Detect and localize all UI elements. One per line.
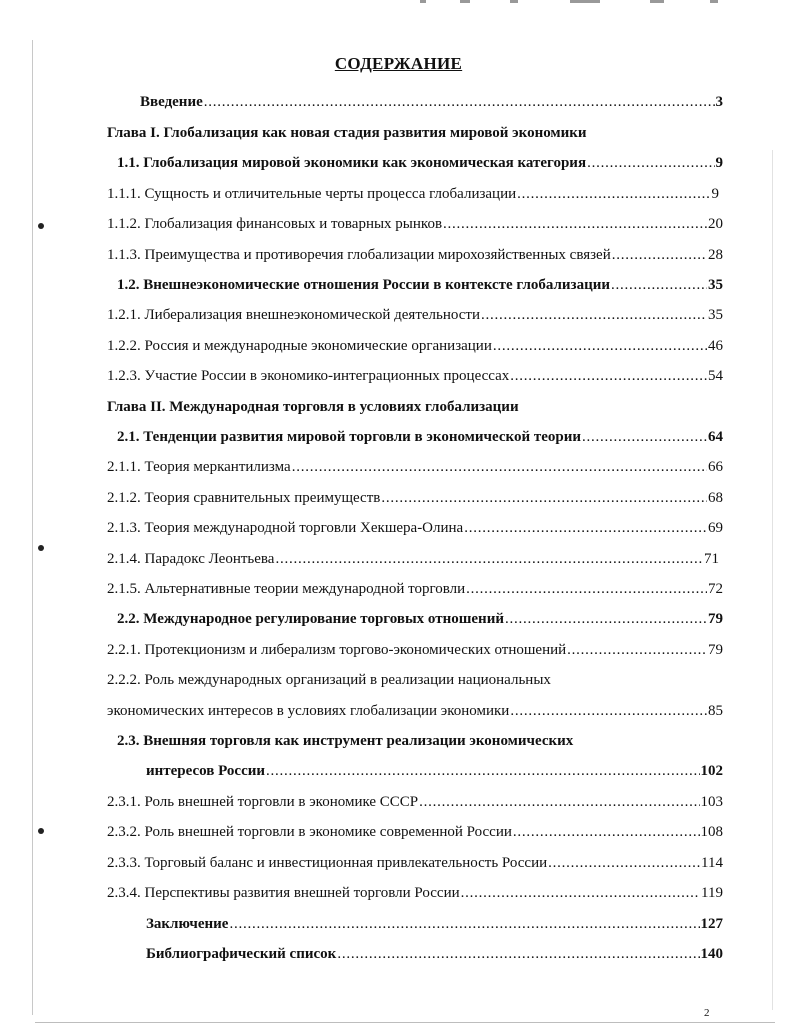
toc-entry-label: 1.1.2. Глобализация финансовых и товарных рынков (107, 216, 443, 232)
toc-entry-2-2-2[interactable] (107, 672, 723, 694)
toc-entry-2-1[interactable] (117, 429, 723, 451)
toc-entry-2-3-4[interactable] (107, 885, 723, 907)
toc-entry-label: 2.1.4. Парадокс Леонтьева (107, 551, 275, 567)
toc-entry-page: 9 (711, 186, 719, 202)
toc-entry-label: экономических интересов в условиях глобализации экономики (107, 703, 510, 719)
toc-entry-label: 2.1.5. Альтернативные теории международной торговли (107, 581, 466, 597)
toc-entry-page: 103 (700, 794, 723, 810)
toc-entry-label: 2.1. Тенденции развития мировой торговли в экономической теории (117, 429, 581, 445)
toc-entry-page: 35 (708, 277, 723, 293)
toc-entry-label: 1.1. Глобализация мировой экономики как экономическая категория (117, 155, 587, 171)
scan-edge-right (772, 150, 773, 1010)
scan-edge-bottom (35, 1022, 775, 1023)
toc-entry-introduction[interactable] (140, 94, 723, 116)
toc-entry-page: 79 (708, 611, 723, 627)
toc-entry-page: 102 (700, 763, 723, 779)
toc-entry-label: 2.3.1. Роль внешней торговли в экономике СССР (107, 794, 419, 810)
toc-entry-page: 35 (708, 307, 723, 323)
toc-chapter-2[interactable] (107, 399, 723, 421)
toc-entry-label: Заключение (146, 916, 229, 932)
scan-top-marks (420, 0, 720, 6)
toc-entry-label: 2.3.2. Роль внешней торговли в экономике современной России (107, 824, 512, 840)
toc-entry-label: Введение (140, 94, 203, 110)
scan-edge-left (32, 40, 33, 1015)
toc-entry-label: 2.3. Внешняя торговля как инструмент реализации экономических (117, 733, 574, 749)
toc-entry-page: 69 (708, 520, 723, 536)
toc-entry-2-3[interactable] (117, 733, 723, 755)
toc-entry-label: интересов России (146, 763, 266, 779)
toc-entry-bibliography[interactable] (146, 946, 723, 968)
toc-entry-label: 2.2.1. Протекционизм и либерализм торгово-экономических отношений (107, 642, 567, 658)
toc-entry-page: 66 (708, 459, 723, 475)
toc-chapter-1[interactable] (107, 125, 727, 147)
document-title: СОДЕРЖАНИЕ (334, 54, 463, 73)
toc-entry-1-2-2[interactable] (107, 338, 723, 360)
binder-hole-dot (38, 545, 44, 551)
toc-entry-label: 2.1.3. Теория международной торговли Хекшера-Олина (107, 520, 464, 536)
toc-entry-2-3-3[interactable] (107, 855, 723, 877)
toc-entry-label: 1.1.3. Преимущества и противоречия глобализации мирохозяйственных связей (107, 247, 611, 263)
toc-entry-page: 140 (700, 946, 723, 962)
toc-entry-label: 1.1.1. Сущность и отличительные черты процесса глобализации (107, 186, 517, 202)
toc-entry-label: 1.2.2. Россия и международные экономические организации (107, 338, 492, 354)
toc-entry-page: 46 (708, 338, 723, 354)
toc-entry-2-1-4[interactable] (107, 551, 719, 573)
toc-entry-label: Глава II. Международная торговля в условиях глобализации (107, 399, 519, 415)
toc-entry-label: 2.1.2. Теория сравнительных преимуществ (107, 490, 381, 506)
toc-entry-2-3-2[interactable] (107, 824, 723, 846)
toc-entry-1-2-1[interactable] (107, 307, 723, 329)
toc-entry-label: 2.2. Международное регулирование торговых отношений (117, 611, 504, 627)
toc-entry-page: 108 (700, 824, 723, 840)
toc-entry-page: 79 (708, 642, 723, 658)
toc-entry-label: 1.2. Внешнеэкономические отношения России в контексте глобализации (117, 277, 611, 293)
toc-entry-label: 2.3.4. Перспективы развития внешней торговли России (107, 885, 460, 901)
toc-entry-page: 71 (704, 551, 719, 567)
toc-entry-page: 3 (715, 94, 723, 110)
toc-entry-label: 1.2.3. Участие России в экономико-интеграционных процессах (107, 368, 510, 384)
toc-entry-page: 72 (708, 581, 723, 597)
toc-entry-page: 54 (708, 368, 723, 384)
toc-entry-page: 114 (701, 855, 723, 871)
toc-entry-2-1-5[interactable] (107, 581, 723, 603)
toc-entry-conclusion[interactable] (146, 916, 723, 938)
toc-entry-page: 20 (708, 216, 723, 232)
toc-entry-page: 85 (708, 703, 723, 719)
toc-entry-2-3-cont[interactable] (146, 763, 723, 785)
toc-entry-label: Библиографический список (146, 946, 337, 962)
toc-entry-2-1-2[interactable] (107, 490, 723, 512)
toc-entry-1-2-3[interactable] (107, 368, 723, 390)
page-number: 2 (704, 1007, 710, 1019)
binder-hole-dot (38, 828, 44, 834)
toc-entry-2-1-3[interactable] (107, 520, 723, 542)
toc-entry-label: 2.2.2. Роль международных организаций в реализации национальных (107, 672, 551, 688)
toc-entry-1-1-3[interactable] (107, 247, 723, 269)
toc-entry-2-2-2-cont[interactable] (107, 703, 723, 725)
toc-entry-1-2[interactable] (117, 277, 723, 299)
toc-entry-2-3-1[interactable] (107, 794, 723, 816)
toc-entry-1-1-2[interactable] (107, 216, 723, 238)
toc-entry-label: 2.1.1. Теория меркантилизма (107, 459, 291, 475)
toc-entry-page: 127 (700, 916, 723, 932)
toc-entry-1-1[interactable] (117, 155, 723, 177)
toc-entry-page: 9 (715, 155, 723, 171)
toc-entry-label: 1.2.1. Либерализация внешнеэкономической деятельности (107, 307, 481, 323)
toc-entry-page: 119 (701, 885, 723, 901)
toc-entry-2-2-1[interactable] (107, 642, 723, 664)
binder-hole-dot (38, 223, 44, 229)
toc-entry-page: 28 (708, 247, 723, 263)
toc-entry-page: 68 (708, 490, 723, 506)
toc-entry-1-1-1[interactable] (107, 186, 719, 208)
toc-entry-label: Глава I. Глобализация как новая стадия развития мировой экономики (107, 125, 587, 141)
toc-entry-page: 64 (708, 429, 723, 445)
toc-entry-label: 2.3.3. Торговый баланс и инвестиционная привлекательность России (107, 855, 548, 871)
toc-entry-2-2[interactable] (117, 611, 723, 633)
toc-entry-2-1-1[interactable] (107, 459, 723, 481)
